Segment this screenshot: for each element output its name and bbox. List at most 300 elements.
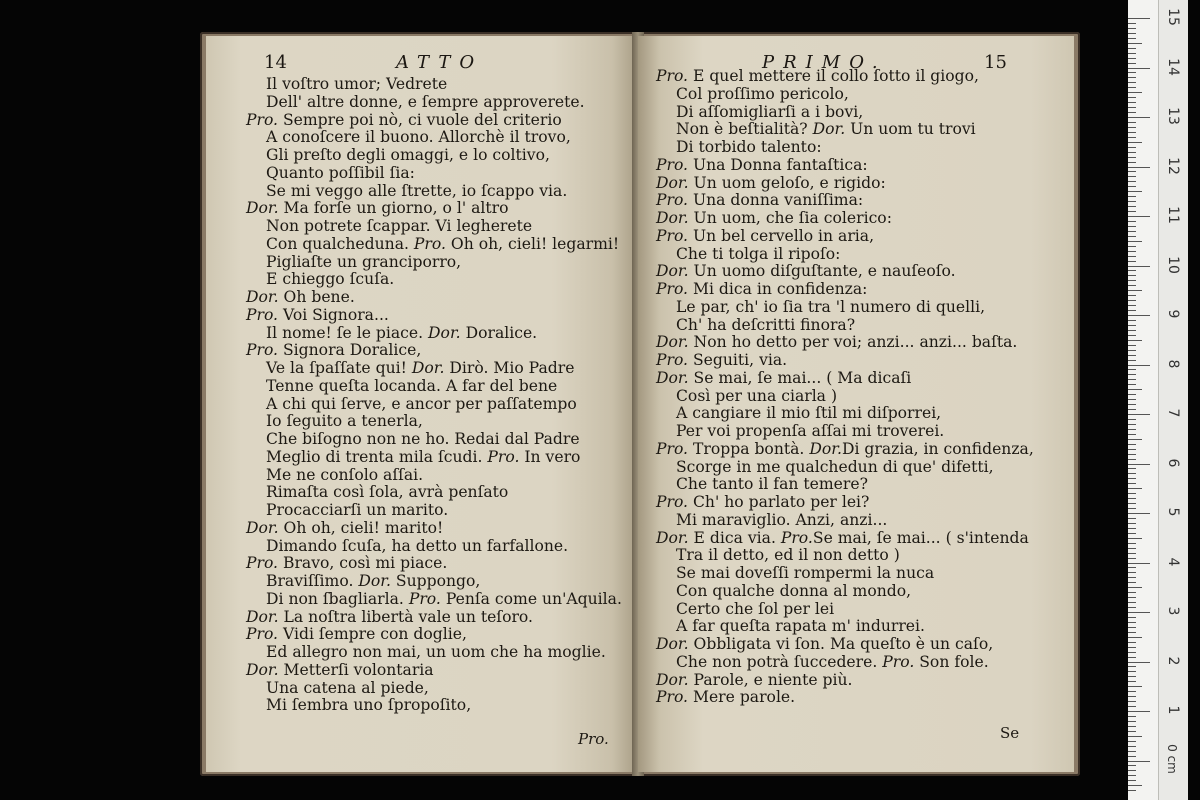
line-text: Una Donna fantaſtica:: [688, 155, 868, 174]
speaker-abbreviation: Dor.: [656, 635, 689, 653]
ruler-tick: [1128, 236, 1136, 237]
right-catchword: Se: [1000, 724, 1020, 742]
text-line: [656, 423, 1034, 441]
speaker-abbreviation: Pro.: [246, 554, 279, 573]
ruler-number: 9: [1165, 309, 1181, 319]
line-text: Non è beſtialità?: [676, 120, 813, 139]
ruler-tick: [1128, 741, 1136, 742]
speaker-abbreviation: Pro.: [246, 110, 279, 129]
line-text: Parole, e niente più.: [688, 670, 853, 689]
ruler-tick: [1128, 731, 1136, 732]
left-page: [206, 36, 638, 772]
ruler-tick: [1128, 493, 1136, 494]
ruler-tick: [1128, 424, 1136, 425]
ruler-tick: [1128, 112, 1136, 113]
ruler-tick: [1128, 657, 1136, 658]
ruler-tick: [1128, 63, 1136, 64]
text-line: [656, 210, 1034, 228]
ruler-tick: [1128, 335, 1136, 336]
ruler-tick: [1128, 691, 1136, 692]
text-line: [246, 396, 622, 414]
ruler-tick: [1128, 681, 1136, 682]
ruler-tick: [1128, 459, 1136, 460]
line-text: Rimaſta così ſola, avrà penſato: [266, 483, 509, 502]
speaker-abbreviation: Dor.: [246, 660, 279, 679]
text-line: [656, 565, 1034, 583]
text-line: [656, 121, 1034, 139]
ruler-tick: [1128, 558, 1136, 559]
text-line: [656, 388, 1034, 406]
line-text: Una donna vaniſſima:: [688, 191, 864, 210]
text-line: [246, 325, 622, 343]
text-line: [656, 370, 1034, 388]
speaker-abbreviation: Dor.: [246, 518, 279, 537]
ruler-tick: [1128, 637, 1142, 638]
ruler-tick: [1128, 221, 1136, 222]
ruler-tick: [1128, 33, 1136, 34]
line-text: E dica via.: [688, 528, 781, 547]
text-line: [656, 654, 1034, 672]
ruler-tick: [1128, 409, 1136, 410]
text-line: [656, 405, 1034, 423]
ruler-tick: [1128, 77, 1136, 78]
ruler-number: 10: [1165, 255, 1181, 274]
speaker-abbreviation: Dor.: [358, 572, 391, 590]
text-line: [246, 573, 622, 591]
speaker-abbreviation: Pro.: [656, 351, 689, 369]
ruler-tick: [1128, 152, 1136, 153]
speaker-abbreviation: Pro.: [246, 341, 279, 360]
text-line: [246, 591, 622, 609]
line-text: Di aſſomigliarſi a i bovi,: [676, 102, 864, 121]
ruler-tick: [1128, 449, 1136, 450]
ruler-tick: [1128, 775, 1136, 776]
ruler-tick: [1128, 206, 1136, 207]
ruler-tick: [1128, 533, 1136, 534]
ruler-tick: [1128, 28, 1136, 29]
line-text: Una catena al piede,: [266, 678, 429, 697]
ruler-tick: [1128, 305, 1136, 306]
ruler-tick: [1128, 666, 1136, 667]
text-line: [656, 583, 1034, 601]
centimeter-ruler: [1128, 0, 1188, 800]
text-line: [246, 236, 622, 254]
ruler-number: 3: [1165, 606, 1181, 616]
ruler-tick: [1128, 320, 1136, 321]
right-running-head: PRIMO.: [762, 52, 887, 73]
speaker-abbreviation: Pro.: [656, 493, 689, 511]
line-text: Me ne conſolo aſſai.: [266, 465, 424, 484]
ruler-tick: [1128, 701, 1136, 702]
line-text: Di non ſbagliarla.: [266, 589, 409, 608]
line-text: Dell' altre donne, e ſempre approverete.: [266, 92, 585, 111]
speaker-abbreviation: Dor.: [809, 439, 842, 458]
line-text: Un uom tu trovi: [845, 120, 976, 139]
line-text: Suppongo,: [390, 572, 481, 590]
line-text: Metterſi volontaria: [278, 660, 434, 679]
line-text: Tra il detto, ed il non detto ): [676, 546, 900, 565]
ruler-tick: [1128, 18, 1150, 19]
line-text: Troppa bontà.: [688, 439, 810, 458]
ruler-tick: [1128, 162, 1136, 163]
ruler-tick: [1128, 770, 1136, 771]
ruler-tick: [1128, 137, 1136, 138]
text-line: [656, 192, 1034, 210]
line-text: Che biſogno non ne ho. Redai dal Padre: [266, 430, 580, 448]
ruler-tick: [1128, 567, 1136, 568]
ruler-tick: [1128, 345, 1136, 346]
ruler-tick: [1128, 696, 1136, 697]
text-line: [246, 644, 622, 662]
line-text: Mi maraviglio. Anzi, anzi...: [676, 510, 888, 529]
ruler-tick: [1128, 518, 1136, 519]
text-line: [656, 281, 1034, 299]
ruler-tick: [1128, 686, 1142, 687]
speaker-abbreviation: Pro.: [780, 528, 813, 547]
text-line: [246, 254, 622, 272]
line-text: Così per una ciarla ): [676, 386, 838, 405]
line-text: Scorge in me qualchedun di que' difetti,: [676, 457, 994, 476]
speaker-abbreviation: Dor.: [812, 120, 846, 139]
text-line: [246, 289, 622, 307]
ruler-tick: [1128, 756, 1136, 757]
line-text: La noſtra libertà vale un teſoro.: [278, 607, 533, 626]
ruler-number: 13: [1165, 107, 1181, 125]
ruler-tick: [1128, 171, 1136, 172]
ruler-tick: [1128, 117, 1150, 118]
ruler-tick: [1128, 765, 1136, 766]
line-text: Non ho detto per voi; anzi... anzi... baſta.: [688, 333, 1018, 352]
text-line: [246, 662, 622, 680]
speaker-abbreviation: Dor.: [656, 368, 689, 387]
speaker-abbreviation: Dor.: [656, 528, 689, 547]
ruler-tick: [1128, 439, 1142, 440]
ruler-tick: [1128, 290, 1142, 291]
text-line: [656, 299, 1034, 317]
ruler-tick: [1128, 721, 1136, 722]
text-line: [656, 157, 1034, 175]
ruler-tick: [1128, 473, 1136, 474]
text-line: [246, 449, 622, 467]
ruler-tick: [1128, 330, 1136, 331]
speaker-abbreviation: Dor.: [246, 607, 279, 626]
line-text: E quel mettere il collo ſotto il giogo,: [688, 67, 979, 85]
speaker-abbreviation: Dor.: [246, 288, 279, 306]
ruler-tick: [1128, 444, 1136, 445]
line-text: Mi dica in confidenza:: [688, 280, 868, 298]
ruler-tick: [1128, 538, 1142, 539]
ruler-tick: [1128, 176, 1136, 177]
ruler-tick: [1128, 389, 1142, 390]
ruler-tick: [1128, 671, 1136, 672]
text-line: [246, 484, 622, 502]
text-line: [656, 636, 1034, 654]
line-text: Con qualcheduna.: [266, 234, 414, 253]
ruler-tick: [1128, 523, 1136, 524]
line-text: Gli preſto degli omaggi, e lo coltivo,: [266, 146, 550, 164]
ruler-tick: [1128, 632, 1136, 633]
ruler-tick: [1128, 350, 1136, 351]
ruler-tick: [1128, 379, 1136, 380]
line-text: In vero: [519, 447, 581, 466]
ruler-tick: [1128, 642, 1136, 643]
ruler-tick: [1128, 399, 1136, 400]
line-text: Ed allegro non mai, un uom che ha moglie.: [266, 643, 606, 661]
speaker-abbreviation: Pro.: [656, 226, 689, 245]
ruler-tick: [1128, 582, 1136, 583]
ruler-number: 4: [1165, 557, 1181, 566]
text-line: [656, 512, 1034, 530]
ruler-tick: [1128, 315, 1150, 316]
line-text: Ve la ſpaſſate qui!: [266, 359, 412, 377]
line-text: Il nome! ſe le piace.: [266, 323, 429, 342]
ruler-tick: [1128, 761, 1150, 762]
ruler-tick: [1128, 572, 1136, 573]
ruler-number: 14: [1165, 57, 1181, 76]
line-text: Che non potrà ſuccedere.: [676, 652, 883, 671]
line-text: Dimando ſcuſa, ha detto un farfallone.: [266, 536, 569, 555]
line-text: Penſa come un'Aquila.: [440, 589, 622, 608]
ruler-tick: [1128, 231, 1136, 232]
ruler-tick: [1128, 726, 1136, 727]
text-line: [656, 175, 1034, 193]
text-line: [656, 246, 1034, 264]
line-text: Di torbido talento:: [676, 138, 822, 156]
speaker-abbreviation: Dor.: [246, 199, 279, 218]
line-text: Seguiti, via.: [688, 351, 788, 369]
line-text: Dirò. Mio Padre: [444, 359, 575, 377]
text-line: [246, 502, 622, 520]
line-text: A far queſta rapata m' indurrei.: [676, 617, 925, 636]
line-text: A conoſcere il buono. Allorchè il trovo,: [266, 128, 571, 147]
speaker-abbreviation: Dor.: [411, 359, 445, 377]
ruler-tick: [1128, 58, 1136, 59]
ruler-tick: [1128, 563, 1150, 564]
line-text: Pigliaſte un granciporro,: [266, 252, 462, 271]
line-text: Per voi propenſa aſſai mi troverei.: [676, 422, 945, 440]
line-text: Quanto poſſibil ſia:: [266, 163, 415, 182]
ruler-tick: [1128, 142, 1142, 143]
ruler-tick: [1128, 310, 1136, 311]
text-line: [656, 476, 1034, 494]
ruler-tick: [1128, 241, 1142, 242]
text-line: [246, 626, 622, 644]
ruler-tick: [1128, 374, 1136, 375]
speaker-abbreviation: Pro.: [246, 625, 279, 644]
ruler-tick: [1128, 266, 1150, 267]
ruler-tick: [1128, 157, 1136, 158]
ruler-tick: [1128, 543, 1136, 544]
ruler-tick: [1128, 404, 1136, 405]
ruler-tick: [1128, 716, 1136, 717]
line-text: Oh oh, cieli! marito!: [278, 518, 444, 537]
ruler-number: 6: [1165, 458, 1181, 467]
ruler-tick: [1128, 285, 1136, 286]
ruler-tick: [1128, 454, 1136, 455]
text-line: [246, 76, 622, 94]
ruler-tick: [1128, 92, 1142, 93]
line-text: Doralice.: [460, 323, 538, 342]
ruler-tick: [1128, 256, 1136, 257]
text-line: [656, 494, 1034, 512]
speaker-abbreviation: Dor.: [656, 670, 689, 689]
line-text: Vidi ſempre con doglie,: [278, 625, 467, 644]
ruler-tick: [1128, 498, 1136, 499]
ruler-tick: [1128, 746, 1136, 747]
ruler-tick: [1128, 602, 1136, 603]
ruler-tick: [1128, 736, 1142, 737]
text-line: [246, 165, 622, 183]
text-line: [246, 680, 622, 698]
text-line: [246, 183, 622, 201]
line-text: Ch' ha deſcritti finora?: [676, 315, 856, 334]
line-text: A chi qui ſerve, e ancor per paſſatempo: [266, 394, 577, 413]
speaker-abbreviation: Pro.: [408, 589, 441, 608]
speaker-abbreviation: Dor.: [656, 173, 689, 192]
ruler-tick: [1128, 107, 1136, 108]
left-running-head: ATTO: [396, 52, 484, 73]
text-line: [246, 467, 622, 485]
line-text: Le par, ch' io ſia tra 'l numero di quelli,: [676, 297, 986, 316]
text-line: [246, 200, 622, 218]
speaker-abbreviation: Pro.: [656, 191, 689, 210]
right-page-text: [656, 68, 1034, 707]
ruler-tick: [1128, 246, 1136, 247]
line-text: Di grazia, in confidenza,: [841, 439, 1034, 458]
speaker-abbreviation: Pro.: [413, 234, 446, 253]
ruler-tick: [1128, 82, 1136, 83]
line-text: Ma forſe un giorno, o l' altro: [278, 199, 509, 218]
text-line: [656, 601, 1034, 619]
ruler-tick: [1128, 43, 1142, 44]
ruler-tick: [1128, 434, 1136, 435]
text-line: [656, 104, 1034, 122]
line-text: Se mi veggo alle ſtrette, io ſcappo via.: [266, 181, 568, 200]
text-line: [246, 147, 622, 165]
ruler-tick: [1128, 102, 1136, 103]
line-text: Che tanto il fan temere?: [676, 475, 868, 494]
ruler-tick: [1128, 785, 1142, 786]
speaker-abbreviation: Pro.: [656, 67, 689, 85]
ruler-tick: [1128, 295, 1136, 296]
ruler-tick: [1128, 627, 1136, 628]
ruler-tick: [1128, 577, 1136, 578]
text-line: [656, 689, 1034, 707]
ruler-tick: [1128, 23, 1136, 24]
line-text: Io ſeguito a tenerla,: [266, 412, 423, 431]
ruler-tick: [1128, 280, 1136, 281]
text-line: [246, 360, 622, 378]
text-line: [246, 129, 622, 147]
ruler-number: 11: [1165, 206, 1181, 224]
ruler-tick: [1128, 662, 1150, 663]
ruler-tick: [1128, 528, 1136, 529]
ruler-tick: [1128, 468, 1136, 469]
ruler-tick: [1128, 53, 1136, 54]
line-text: Meglio di trenta mila ſcudi.: [266, 447, 488, 466]
ruler-tick: [1128, 612, 1150, 613]
ruler-number: 12: [1165, 156, 1181, 175]
ruler-tick: [1128, 365, 1150, 366]
speaker-abbreviation: Pro.: [656, 280, 689, 298]
ruler-tick: [1128, 622, 1136, 623]
line-text: Certo che ſol per lei: [676, 599, 835, 618]
left-page-number: 14: [264, 52, 287, 73]
ruler-tick: [1128, 325, 1136, 326]
right-page: [638, 36, 1074, 772]
text-line: [246, 431, 622, 449]
ruler-tick: [1128, 790, 1136, 791]
speaker-abbreviation: Dor.: [428, 323, 461, 342]
speaker-abbreviation: Pro.: [656, 688, 689, 707]
ruler-tick: [1128, 38, 1136, 39]
ruler-tick: [1128, 87, 1136, 88]
line-text: Procacciarſi un marito.: [266, 501, 449, 519]
text-line: [246, 94, 622, 112]
speaker-abbreviation: Pro.: [656, 439, 689, 458]
ruler-tick: [1128, 122, 1136, 123]
speaker-abbreviation: Pro.: [487, 447, 520, 466]
ruler-tick: [1128, 503, 1136, 504]
ruler-tick: [1128, 483, 1136, 484]
ruler-tick: [1128, 300, 1136, 301]
text-line: [246, 520, 622, 538]
open-book: [200, 32, 1080, 776]
ruler-tick: [1128, 186, 1136, 187]
ruler-tick: [1128, 706, 1136, 707]
right-page-number: 15: [984, 52, 1007, 73]
ruler-tick: [1128, 270, 1136, 271]
ruler-number: 8: [1165, 359, 1181, 368]
text-line: [656, 86, 1034, 104]
ruler-tick: [1128, 132, 1136, 133]
line-text: A cangiare il mio ſtil mi diſporrei,: [676, 404, 942, 423]
line-text: Il voſtro umor; Vedrete: [266, 75, 448, 93]
text-line: [246, 112, 622, 130]
ruler-tick: [1128, 201, 1136, 202]
ruler-tick: [1128, 181, 1136, 182]
ruler-tick: [1128, 216, 1150, 217]
text-line: [246, 413, 622, 431]
text-line: [656, 530, 1034, 548]
ruler-tick: [1128, 587, 1142, 588]
ruler-tick: [1128, 652, 1136, 653]
left-page-text: [246, 76, 622, 715]
text-line: [656, 68, 1034, 86]
line-text: Mere parole.: [688, 688, 796, 707]
line-text: Mi ſembra uno ſpropoſito,: [266, 696, 472, 715]
left-catchword: Pro.: [578, 730, 609, 748]
ruler-tick: [1128, 384, 1136, 385]
text-line: [246, 555, 622, 573]
ruler-tick: [1128, 147, 1136, 148]
ruler-tick: [1128, 478, 1136, 479]
line-text: Non potrete ſcappar. Vi legherete: [266, 217, 533, 235]
ruler-tick: [1128, 488, 1142, 489]
ruler-tick: [1128, 275, 1136, 276]
text-line: [656, 228, 1034, 246]
ruler-tick: [1128, 226, 1136, 227]
ruler-number: 5: [1165, 507, 1181, 517]
speaker-abbreviation: Pro.: [246, 305, 279, 324]
ruler-tick: [1128, 261, 1136, 262]
ruler-tick: [1128, 607, 1136, 608]
ruler-tick: [1128, 592, 1136, 593]
ruler-tick: [1128, 360, 1136, 361]
ruler-number: 7: [1165, 408, 1181, 418]
text-line: [656, 618, 1034, 636]
ruler-tick: [1128, 508, 1136, 509]
